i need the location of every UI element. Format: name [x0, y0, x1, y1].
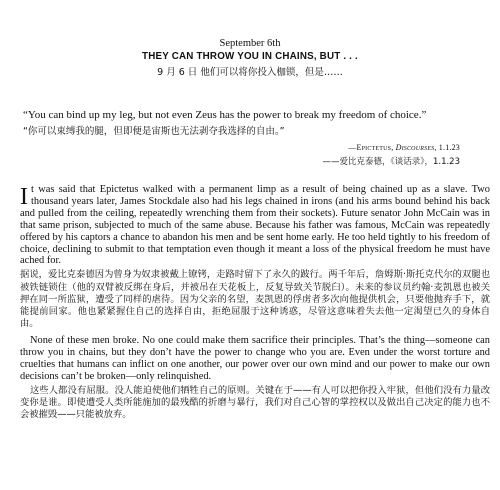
entry-title-chinese: 9 月 6 日 他们可以将你投入枷锁，但是……	[157, 67, 343, 78]
drop-cap: I	[20, 184, 28, 210]
epigraph-quote: “You can bind up my leg, but not even Zeus has the power to break my freedom of choice.”	[23, 109, 427, 121]
paragraph-1-chinese: 据说，爱比克泰德因为曾身为奴隶被戴上镣铐，走路时留下了永久的跛行。两千年后，詹姆斯·斯托克代尔的双腿也被铁链锁住（他的双臂被反绑在身后，并被吊在天花板上，反复导致关节脱臼）。未来的参议员约翰·麦凯恩也被关押在同一所监狱，遭受了同样的虐待。因为父亲的名望，麦凯恩的俘虏者多次向他提供机会，只要他抛弃手下，就能提前回家。他也紧紧握住自己的选择自由，拒绝屈服于这种诱惑，尽管这意味着失去他一定渴望已久的身体自由。	[20, 269, 490, 330]
entry-date: September 6th	[219, 38, 281, 49]
attribution-dash: —	[348, 143, 357, 152]
attribution-separator: ,	[391, 143, 396, 152]
paragraph-1-text: t was said that Epictetus walked with a permanent limp as a result of being chained up as a slave. Two thousand years later, James Stockdale also had his legs chained in irons (and his arms bound behind his back and pulled from the ceiling, repeatedly wrenching them from their sockets). Future senator John McCain was in that same prison, subjected to much of the same abuse. Because his father was famous, McCain was repeatedly offered by his captors a chance to abandon his men and be sent home early. He too held tightly to his freedom of choice, declining to submit to that temptation even though it meant a loss of the physical freedom he must have ached for.	[20, 184, 490, 267]
attribution-author: Epictetus	[356, 143, 392, 152]
paragraph-2-english: None of these men broke. No one could make them sacrifice their principles. That’s the thing—someone can throw you in chains, but they don’t have the power to change who you are. Even under the worst torture and cruelties that humans can inflict on one another, our power over our own mind and our power to make our own decisions can’t be broken—only relinquished.	[20, 335, 490, 383]
attribution-reference: , 1.1.23	[434, 143, 460, 152]
epigraph-attribution	[348, 143, 460, 153]
entry-title: THEY CAN THROW YOU IN CHAINS, BUT . . .	[142, 51, 358, 62]
attribution-work: Discourses	[395, 143, 435, 152]
epigraph-attribution-chinese: ——爱比克泰德，《谈话录》，1.1.23	[322, 157, 460, 167]
epigraph-quote-chinese: “你可以束缚我的腿，但即便是宙斯也无法剥夺我选择的自由。”	[23, 126, 285, 137]
paragraph-2-chinese: 这些人都没有屈服。没人能迫使他们牺牲自己的原则。关键在于——有人可以把你投入牢狱，但他们没有力量改变你是谁。即使遭受人类所能施加的最残酷的折磨与暴行，我们对自己心智的掌控权以及做出自己决定的能力也不会被摧毁——只能被放弃。	[20, 384, 490, 421]
entry-body	[20, 184, 490, 422]
paragraph-1-english	[20, 184, 490, 267]
